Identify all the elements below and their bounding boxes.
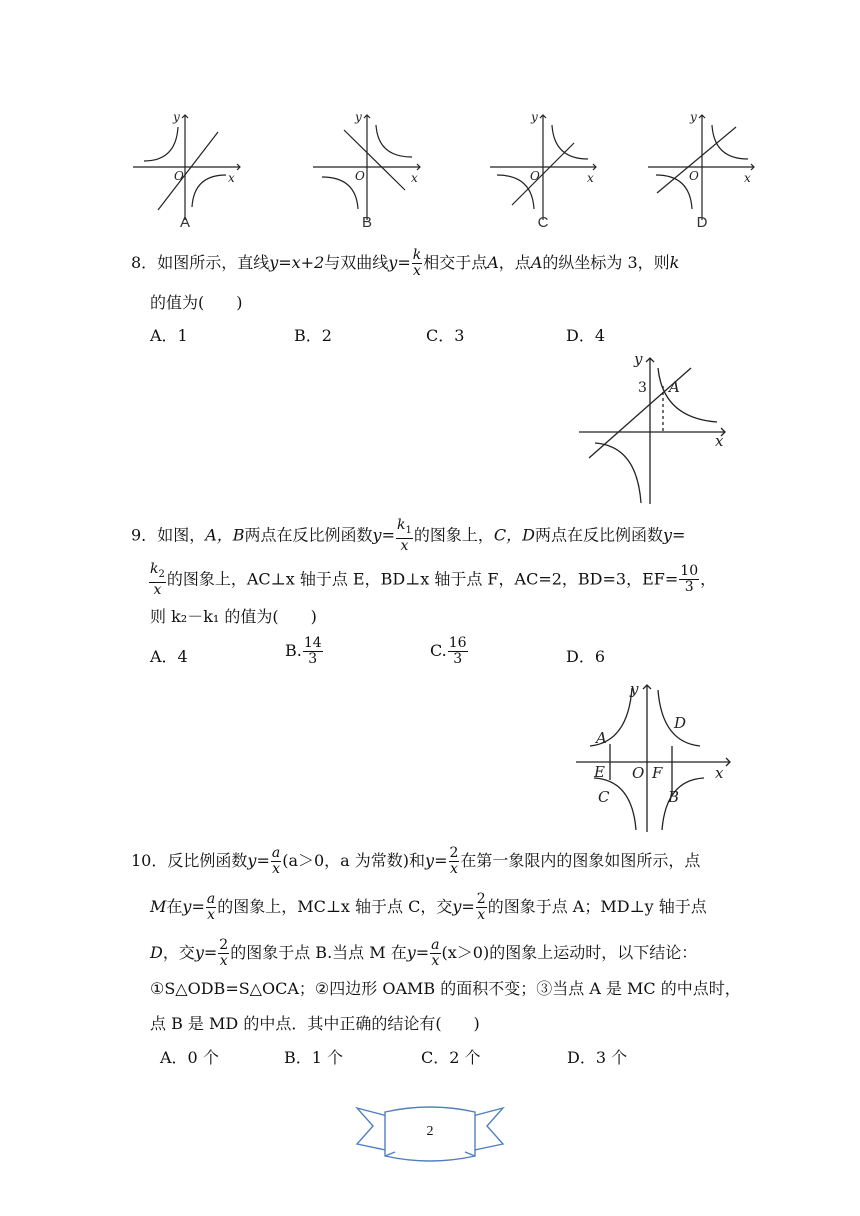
q7-graphs [130, 105, 760, 235]
q9-fraction-ef: $\frac{10}{3}$ [680, 563, 699, 596]
q7-label-a: A [179, 214, 190, 231]
q7-graph-svg [130, 105, 760, 235]
q9-fig-b: B [668, 788, 680, 806]
q10-line-1: 10．反比例函数y= $\frac{a}{x}$ (a＞0，a 为常数)和y= $\frac{2}{x}$ 在第一象限内的图象如图所示，点 [131, 845, 701, 877]
q10-option-c[interactable]: C．2 个 [421, 1048, 481, 1067]
q8-option-b[interactable]: B．2 [294, 326, 332, 345]
q9-option-b[interactable]: B. $\frac{14}{3}$ [285, 635, 322, 667]
q7-b-y: y [355, 110, 362, 124]
q9-fig-f: F [652, 764, 663, 782]
q10-option-a[interactable]: A．0 个 [160, 1048, 219, 1067]
q9-option-d[interactable]: D．6 [566, 647, 606, 666]
q7-b-x: x [411, 171, 418, 185]
q8-option-c[interactable]: C．3 [426, 326, 465, 345]
q7-a-x: x [228, 171, 235, 185]
q7-d-y: y [690, 110, 697, 124]
q9-line-1: 9．如图，A，B两点在反比例函数y= $\frac{k_1}{x}$ 的图象上，C，D两点在反比例函数y= [131, 517, 686, 554]
q7-b-o: O [355, 169, 365, 183]
q8-fig-3: 3 [638, 380, 647, 396]
q7-label-c: C [537, 214, 549, 231]
q9-fig-x: x [715, 764, 724, 782]
q9-fig-c: C [598, 788, 610, 806]
q7-d-o: O [689, 169, 699, 183]
q7-label-d: D [696, 214, 708, 231]
q9-option-c[interactable]: C. $\frac{16}{3}$ [430, 635, 467, 667]
q9-fig-a: A [596, 729, 607, 747]
q8-option-d[interactable]: D．4 [566, 326, 606, 345]
q10-line-3: D，交y= $\frac{2}{x}$ 的图象于点 B.当点 M 在y= $\frac{a}{x}$ (x＞0)的图象上运动时，以下结论： [150, 937, 698, 969]
q10-line-2: M在y= $\frac{a}{x}$ 的图象上，MC⊥x 轴于点 C，交y= $\frac{2}{x}$ 的图象于点 A；MD⊥y 轴于点 [150, 891, 707, 923]
q8-fraction: $\frac{k}{x}$ [412, 247, 422, 279]
q10-option-b[interactable]: B．1 个 [284, 1048, 344, 1067]
q9-fig-o: O [632, 764, 645, 782]
q7-a-y: y [173, 110, 180, 124]
q9-line-2: $\frac{k_2}{x}$ 的图象上，AC⊥x 轴于点 E，BD⊥x 轴于点 F，AC=2，BD=3，EF= $\frac{10}{3}$ ， [150, 561, 717, 598]
q9-fraction-k2: $\frac{k_2}{x}$ [150, 561, 165, 598]
q7-c-y: y [531, 110, 538, 124]
q9-option-a[interactable]: A．4 [150, 647, 188, 666]
q7-c-o: O [530, 169, 540, 183]
q8-fig-a: A [669, 378, 680, 396]
q8-line-2: 的值为( ) [150, 293, 243, 312]
q7-c-x: x [587, 171, 594, 185]
q8-option-a[interactable]: A．1 [150, 326, 188, 345]
q8-figure [575, 348, 735, 508]
q10-line-4: ①S△ODB=S△OCA；②四边形 OAMB 的面积不变；③当点 A 是 MC 的中点时， [150, 979, 741, 998]
q9-fraction-k1: $\frac{k_1}{x}$ [397, 517, 412, 554]
q9-figure [570, 680, 735, 835]
page-number-ribbon [355, 1104, 505, 1164]
page-number: 2 [426, 1124, 434, 1139]
q8-line-1: 8．如图所示，直线y=x+2与双曲线y= $\frac{k}{x}$ 相交于点A，点A的纵坐标为 3，则k [131, 247, 680, 279]
q10-option-d[interactable]: D．3 个 [567, 1048, 628, 1067]
q9-fig-d: D [674, 714, 687, 732]
q7-d-x: x [744, 171, 751, 185]
q10-line-5: 点 B 是 MD 的中点．其中正确的结论有( ) [150, 1014, 480, 1033]
q8-fig-y: y [634, 350, 643, 368]
q7-label-b: B [361, 214, 372, 231]
q9-line-3: 则 k₂－k₁ 的值为( ) [150, 607, 317, 626]
q7-a-o: O [174, 169, 184, 183]
q9-fig-y: y [630, 680, 639, 698]
q9-fig-e: E [594, 763, 605, 781]
q8-fig-x: x [715, 432, 724, 450]
